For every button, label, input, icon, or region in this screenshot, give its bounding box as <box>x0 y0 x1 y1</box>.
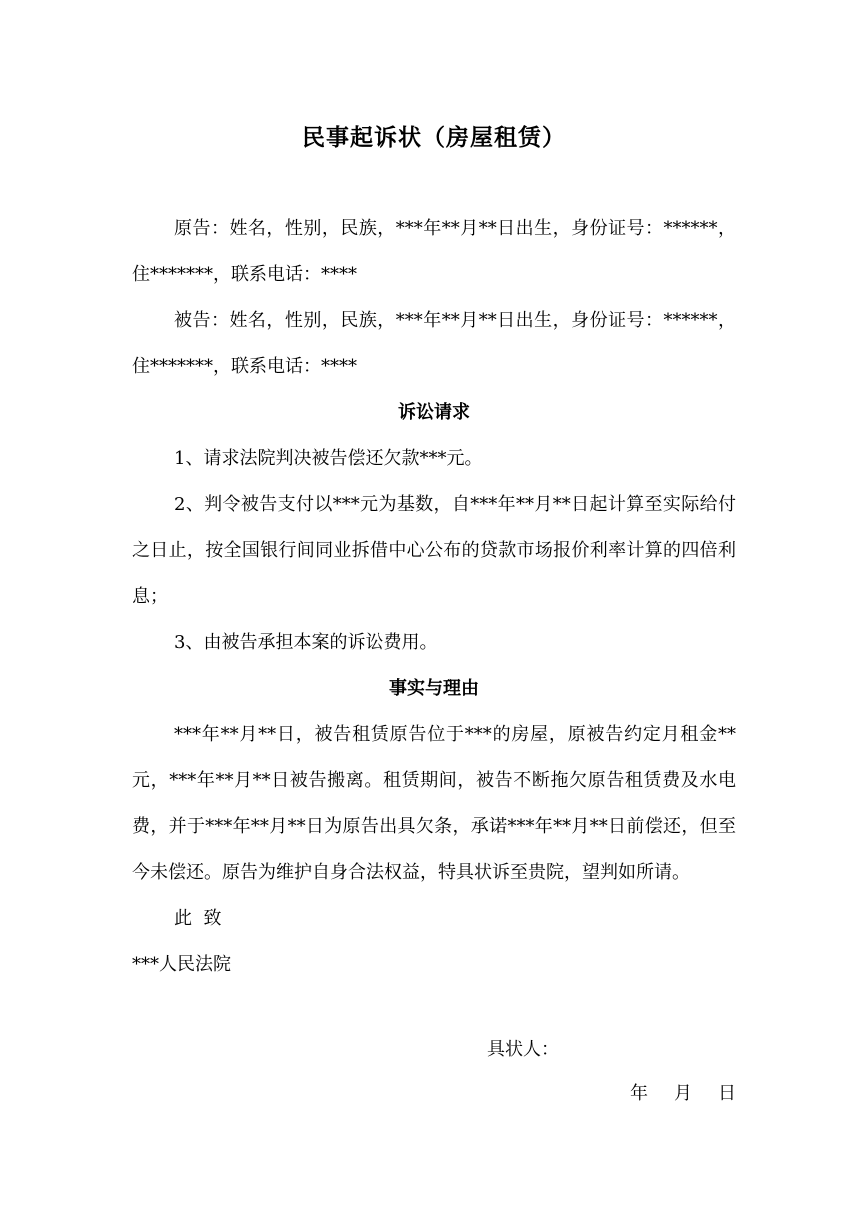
date-year: 年 <box>630 1083 648 1104</box>
defendant-paragraph: 被告：姓名，性别，民族，***年**月**日出生，身份证号：******，住*******，联系电话：**** <box>132 310 736 377</box>
facts-paragraph: ***年**月**日，被告租赁原告位于***的房屋，原被告约定月租金**元，***年**月**日被告搬离。租赁期间，被告不断拖欠原告租赁费及水电费，并于***年**月**日为原告出具欠条，承诺***年**月**日前偿还，但至今未偿还。原告为维护自身合法权益，特具状诉至贵院，望判如所请。 <box>132 724 736 883</box>
date-month: 月 <box>674 1083 692 1104</box>
date-line <box>630 1074 736 1114</box>
document-body <box>132 206 736 988</box>
facts-heading: 事实与理由 <box>389 678 479 699</box>
claim-item-1: 1、请求法院判决被告偿还欠款***元。 <box>174 448 483 469</box>
document-title: 民事起诉状（房屋租赁） <box>302 124 566 151</box>
plaintiff-paragraph: 原告：姓名，性别，民族，***年**月**日出生，身份证号：******，住*******，联系电话：**** <box>132 218 736 285</box>
court-name: ***人民法院 <box>132 954 231 975</box>
claims-heading: 诉讼请求 <box>398 402 470 423</box>
claim-item-2: 2、判令被告支付以***元为基数，自***年**月**日起计算至实际给付之日止，按全国银行间同业拆借中心公布的贷款市场报价利率计算的四倍利息； <box>132 494 736 607</box>
salutation: 此 致 <box>174 908 222 929</box>
date-day: 日 <box>718 1083 736 1104</box>
claim-item-3: 3、由被告承担本案的诉讼费用。 <box>174 632 438 653</box>
signer-label: 具状人： <box>487 1039 559 1060</box>
